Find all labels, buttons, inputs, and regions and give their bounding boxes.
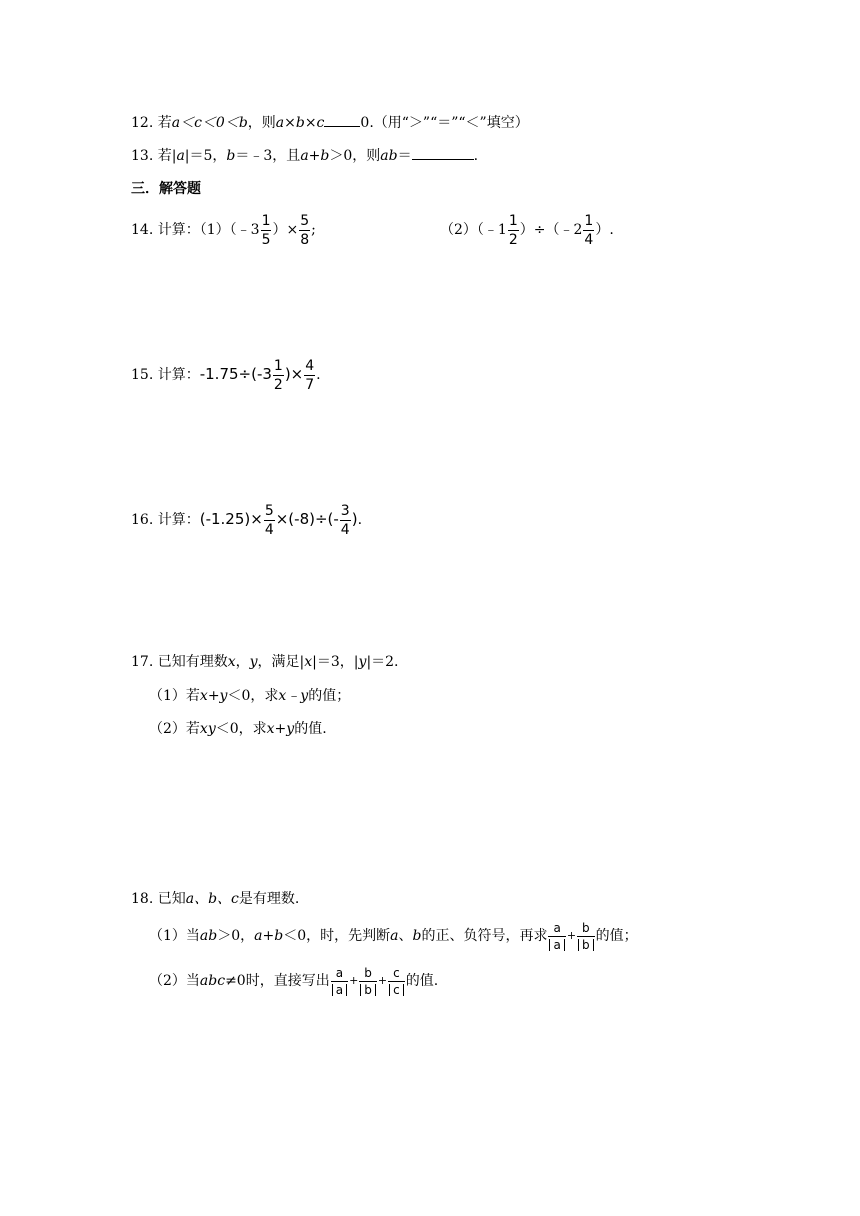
fraction: $\frac{5}{4}$ — [264, 502, 274, 538]
question-number: 15. — [131, 367, 154, 383]
fraction: $\frac{1}{2}$ — [273, 357, 283, 393]
fraction: $\frac{a}{a}$ — [331, 967, 348, 996]
question-12: 12. 若a＜c＜0＜b，则a×b×c 0.（用“＞”“＝”“＜”填空） — [131, 112, 529, 133]
answer-blank — [412, 145, 474, 160]
question-15: 15. 计算：-1.75÷(-3 $\frac{1}{2}$ )× $\frac{4}{7}$ . — [131, 357, 321, 393]
question-number: 18. — [131, 891, 154, 907]
question-number: 17. — [131, 654, 154, 670]
fraction: $\frac{c}{c}$ — [388, 967, 405, 996]
fraction: $\frac{3}{4}$ — [340, 502, 350, 538]
question-14-part-2: （2）（﹣1 $\frac{1}{2}$ ）÷（﹣2 $\frac{1}{4}$ ）. — [440, 212, 614, 248]
question-13: 13. 若|a|＝5，b＝﹣3，且a+b＞0，则ab＝ . — [131, 145, 478, 166]
question-17: 17. 已知有理数x，y，满足|x|＝3，|y|＝2. — [131, 654, 399, 670]
fraction: $\frac{1}{4}$ — [584, 212, 594, 248]
fraction: $\frac{1}{2}$ — [508, 212, 518, 248]
question-number: 13. — [131, 148, 154, 164]
fraction: $\frac{a}{a}$ — [548, 922, 565, 951]
section-heading: 三．解答题 — [131, 181, 201, 197]
question-17-part-2: （2）若xy＜0，求x+y的值. — [149, 721, 327, 737]
question-14: 14. 计算：（1）（﹣3 $\frac{1}{5}$ ）× $\frac{5}{8}$ ; — [131, 212, 316, 248]
question-18-part-1: （1）当ab＞0，a+b＜0，时，先判断a、b的正、负符号，再求 $\frac{a}{a}$ + $\frac{b}{b}$ 的值； — [149, 920, 638, 952]
question-17-part-1: （1）若x+y＜0，求x﹣y的值； — [149, 688, 351, 704]
fraction: $\frac{1}{5}$ — [261, 212, 271, 248]
question-18-part-2: （2）当abc≠0时，直接写出 $\frac{a}{a}$ + $\frac{b}{b}$ + $\frac{c}{c}$ 的值. — [149, 965, 439, 997]
fraction: $\frac{4}{7}$ — [305, 357, 315, 393]
question-number: 14. — [131, 222, 154, 238]
question-16: 16. 计算：(-1.25)× $\frac{5}{4}$ ×(-8)÷(- $\frac{3}{4}$ ). — [131, 502, 363, 538]
fraction: $\frac{b}{b}$ — [577, 922, 595, 951]
question-number: 16. — [131, 512, 154, 528]
question-18: 18. 已知a、b、c是有理数. — [131, 891, 300, 907]
answer-blank — [324, 112, 360, 127]
fraction: $\frac{b}{b}$ — [359, 967, 377, 996]
question-number: 12. — [131, 115, 154, 131]
fraction: $\frac{5}{8}$ — [300, 212, 310, 248]
